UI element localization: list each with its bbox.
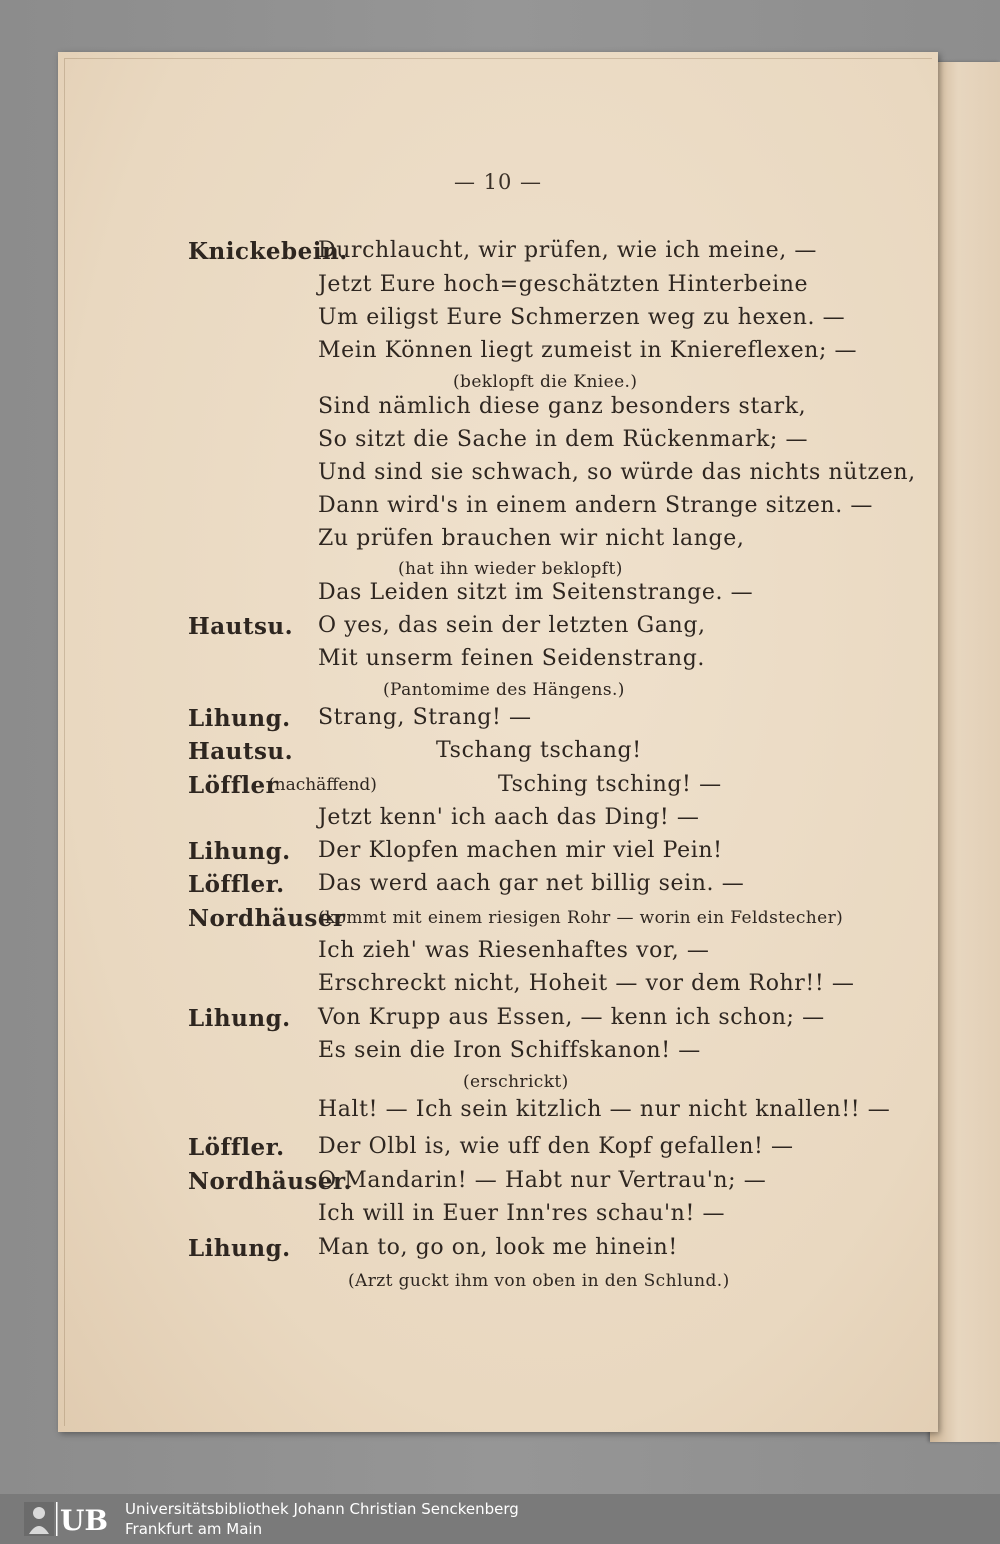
stage-direction-line	[58, 1267, 938, 1301]
text-line	[58, 905, 938, 939]
verse-text: Man to, go on, look me hinein!	[318, 1235, 678, 1260]
verse-text: O Mandarin! — Habt nur Vertrau'n; —	[318, 1168, 767, 1193]
text-line	[58, 938, 938, 972]
text-line	[58, 580, 938, 614]
verse-text: Mit unserm feinen Seidenstrang.	[318, 646, 705, 671]
institution-name: Universitätsbibliothek Johann Christian Senckenberg	[125, 1500, 519, 1518]
text-line	[58, 646, 938, 680]
verse-text: Das Leiden sitzt im Seitenstrange. —	[318, 580, 754, 605]
speaker-name: Lihung.	[188, 705, 291, 732]
text-line	[58, 805, 938, 839]
verse-text: Erschreckt nicht, Hoheit — vor dem Rohr!! —	[318, 971, 855, 996]
speaker-name: Nordhäuser.	[188, 1168, 353, 1195]
verse-text: Und sind sie schwach, so würde das nichts nützen,	[318, 460, 916, 485]
text-line	[58, 738, 938, 772]
verse-text: Es sein die Iron Schiffskanon! —	[318, 1038, 701, 1063]
library-logo-icon	[24, 1500, 118, 1538]
inline-stage-note: (nachäffend)	[268, 775, 377, 795]
text-line	[58, 427, 938, 461]
speaker-name: Hautsu.	[188, 613, 294, 640]
text-line	[58, 1097, 938, 1131]
stage-direction: (erschrickt)	[463, 1072, 569, 1092]
verse-text: Sind nämlich diese ganz besonders stark,	[318, 394, 807, 419]
text-line	[58, 1201, 938, 1235]
logo-text: UB	[60, 1504, 109, 1537]
speaker-name: Knickebein.	[188, 238, 348, 265]
text-line	[58, 1134, 938, 1168]
verse-text: Ich zieh' was Riesenhaftes vor, —	[318, 938, 710, 963]
verse-text: Der Klopfen machen mir viel Pein!	[318, 838, 723, 863]
speaker-name: Hautsu.	[188, 738, 294, 765]
verse-text: Ich will in Euer Inn'res schau'n! —	[318, 1201, 726, 1226]
stage-direction: (Pantomime des Hängens.)	[383, 680, 625, 700]
text-line	[58, 460, 938, 494]
verse-text: Von Krupp aus Essen, — kenn ich schon; —	[318, 1005, 825, 1030]
verse-text: Halt! — Ich sein kitzlich — nur nicht knallen!! —	[318, 1097, 891, 1122]
text-line	[58, 493, 938, 527]
speaker-name: Nordhäuser	[188, 905, 346, 932]
verse-text: Zu prüfen brauchen wir nicht lange,	[318, 526, 745, 551]
verse-text: Durchlaucht, wir prüfen, wie ich meine, —	[318, 238, 818, 263]
verse-text: Tschang tschang!	[436, 738, 642, 763]
speaker-name: Löffler.	[188, 871, 285, 898]
next-page-edge	[930, 62, 1000, 1442]
text-line	[58, 1168, 938, 1202]
text-line	[58, 238, 938, 272]
text-line	[58, 1235, 938, 1269]
verse-text: Jetzt kenn' ich aach das Ding! —	[318, 805, 700, 830]
stage-direction: (beklopft die Kniee.)	[453, 372, 638, 392]
library-footer	[0, 1494, 1000, 1544]
verse-text: Mein Können liegt zumeist in Kniereflexen; —	[318, 338, 858, 363]
text-line	[58, 1005, 938, 1039]
speaker-name: Lihung.	[188, 1005, 291, 1032]
speaker-name: Löffler.	[188, 1134, 285, 1161]
text-line	[58, 1038, 938, 1072]
text-line	[58, 705, 938, 739]
verse-text: Das werd aach gar net billig sein. —	[318, 871, 745, 896]
speaker-name: Lihung.	[188, 1235, 291, 1262]
stage-direction: (Arzt guckt ihm von oben in den Schlund.)	[348, 1271, 730, 1291]
verse-text: Der Olbl is, wie uff den Kopf gefallen! —	[318, 1134, 794, 1159]
verse-text: So sitzt die Sache in dem Rückenmark; —	[318, 427, 809, 452]
page-number: — 10 —	[453, 170, 543, 194]
text-line	[58, 971, 938, 1005]
verse-text: O yes, das sein der letzten Gang,	[318, 613, 706, 638]
institution-city: Frankfurt am Main	[125, 1520, 263, 1538]
book-page	[58, 52, 938, 1432]
speaker-name: Löffler	[188, 772, 279, 799]
stage-direction: (kommt mit einem riesigen Rohr — worin ein Feldstecher)	[318, 908, 844, 928]
verse-text: Tsching tsching! —	[498, 772, 722, 797]
verse-text: Strang, Strang! —	[318, 705, 532, 730]
text-line	[58, 772, 938, 806]
verse-text: Dann wird's in einem andern Strange sitzen. —	[318, 493, 873, 518]
text-line	[58, 871, 938, 905]
text-line	[58, 305, 938, 339]
stage-direction: (hat ihn wieder beklopft)	[398, 559, 623, 579]
text-line	[58, 338, 938, 372]
text-line	[58, 613, 938, 647]
text-line	[58, 838, 938, 872]
text-line	[58, 272, 938, 306]
speaker-name: Lihung.	[188, 838, 291, 865]
text-line	[58, 394, 938, 428]
verse-text: Jetzt Eure hoch=geschätzten Hinterbeine	[318, 272, 809, 297]
verse-text: Um eiligst Eure Schmerzen weg zu hexen. —	[318, 305, 846, 330]
